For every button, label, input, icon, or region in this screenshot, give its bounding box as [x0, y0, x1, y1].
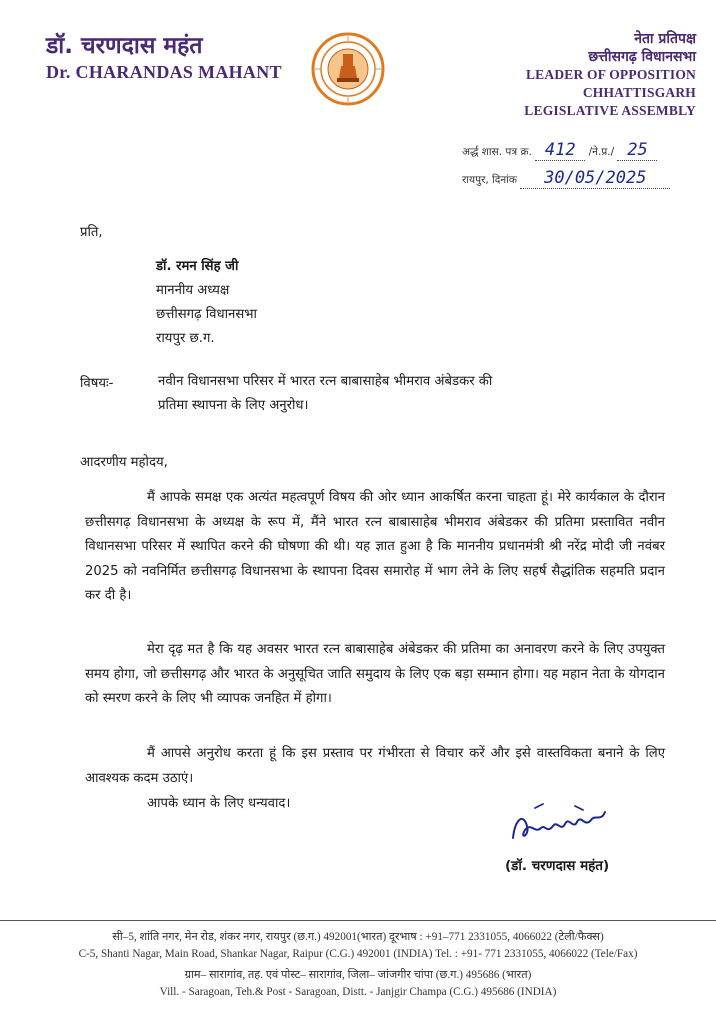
subject-label: विषयः- — [80, 376, 114, 391]
letterhead-name-english: Dr. CHARANDAS MAHANT — [46, 62, 282, 82]
recipient-line-3: रायपुर छ.ग. — [156, 331, 215, 346]
assembly-seal-logo — [311, 32, 385, 106]
office-english-line-3: LEGISLATIVE ASSEMBLY — [524, 103, 696, 118]
footer-address-hindi-2: ग्राम– सारागांव, तह. एवं पोस्ट– सारागांव, जिला– जांजगीर चांपा (छ.ग.) 495686 (भारत) — [184, 969, 532, 981]
recipient-name: डॉ. रमन सिंह जी — [156, 259, 239, 274]
date-label: रायपुर, दिनांक — [462, 174, 517, 186]
letter-date — [462, 168, 670, 189]
recipient-block — [156, 255, 257, 351]
reference-number: 412 — [535, 140, 585, 161]
recipient-line-2: छत्तीसगढ़ विधानसभा — [156, 307, 257, 322]
signatory-name: (डॉ. चरणदास महंत) — [505, 858, 610, 874]
body-paragraph-4: आपके ध्यान के लिए धन्यवाद। — [147, 796, 291, 811]
recipient-line-1: माननीय अध्यक्ष — [156, 283, 230, 298]
reference-suffix-label: /ने.प्र./ — [588, 146, 615, 158]
office-english-line-1: LEADER OF OPPOSITION — [525, 67, 696, 82]
office-hindi-line-1: नेता प्रतिपक्ष — [634, 31, 696, 47]
footer-address-english-1: C-5, Shanti Nagar, Main Road, Shankar Nagar, Raipur (C.G.) 492001 (INDIA) Tel. : +91- 771 2331055, 4066022 (Tele/Fax) — [78, 948, 638, 960]
subject-line-2: प्रतिमा स्थापना के लिए अनुरोध। — [158, 398, 309, 413]
handwritten-signature — [505, 800, 615, 850]
prati-label: प्रति, — [80, 225, 103, 240]
reference-year: 25 — [617, 140, 657, 161]
letter-reference — [462, 140, 657, 161]
date-value: 30/05/2025 — [520, 168, 670, 189]
letterhead-name-hindi: डॉ. चरणदास महंत — [46, 33, 203, 59]
office-english-line-2: CHHATTISGARH — [582, 85, 696, 100]
subject-line-1: नवीन विधानसभा परिसर में भारत रत्न बाबासाहेब भीमराव अंबेडकर की — [158, 374, 493, 389]
body-paragraph-1: मैं आपके समक्ष एक अत्यंत महत्वपूर्ण विषय की ओर ध्यान आकर्षित करना चाहता हूं। मेरे कार्यकाल के दौरान छत्तीसगढ़ विधानसभा के अध्यक्ष के रूप में, मैंने भारत रत्न बाबासाहेब भीमराव अंबेडकर की प्रतिमा प्रस्तावित नवीन विधानसभा परिसर में स्थापित करने की घोषणा की थी। यह ज्ञात हुआ है कि माननीय प्रधानमंत्री श्री नरेंद्र मोदी जी नवंबर 2025 को नवनिर्मित छत्तीसगढ़ विधानसभा के स्थापना दिवस समारोह में भाग लेने के लिए सहर्ष सैद्धांतिक सहमति प्रदान कर दी है। — [85, 490, 665, 603]
office-hindi-line-2: छत्तीसगढ़ विधानसभा — [588, 49, 696, 65]
body-paragraph-3: मैं आपसे अनुरोध करता हूं कि इस प्रस्ताव पर गंभीरता से विचार करें और इसे वास्तविकता बनाने के लिए आवश्यक कदम उठाएं। — [85, 746, 665, 786]
body-paragraph-2: मेरा दृढ़ मत है कि यह अवसर भारत रत्न बाबासाहेब अंबेडकर की प्रतिमा का अनावरण करने के लिए उपयुक्त समय होगा, जो छत्तीसगढ़ और भारत के अनुसूचित जाति समुदाय के लिए एक बड़ा सम्मान होगा। यह महान नेता के योगदान को स्मरण करने के लिए भी व्यापक जनहित में होगा। — [85, 642, 665, 706]
office-designation — [524, 30, 696, 120]
footer-address-hindi-1: सी–5, शांति नगर, मेन रोड, शंकर नगर, रायपुर (छ.ग.) 492001(भारत) दूरभाष : +91–771 2331055, 4066022 (टेली/फैक्स) — [112, 931, 604, 943]
footer-address-english-2: Vill. - Saragoan, Teh.& Post - Saragoan, Distt. - Janjgir Champa (C.G.) 495686 (INDIA) — [159, 986, 557, 998]
subject-text — [158, 370, 658, 418]
salutation: आदरणीय महोदय, — [80, 455, 168, 470]
footer-divider — [0, 920, 716, 921]
reference-label: अर्द्ध शास. पत्र क्र. — [462, 146, 532, 158]
